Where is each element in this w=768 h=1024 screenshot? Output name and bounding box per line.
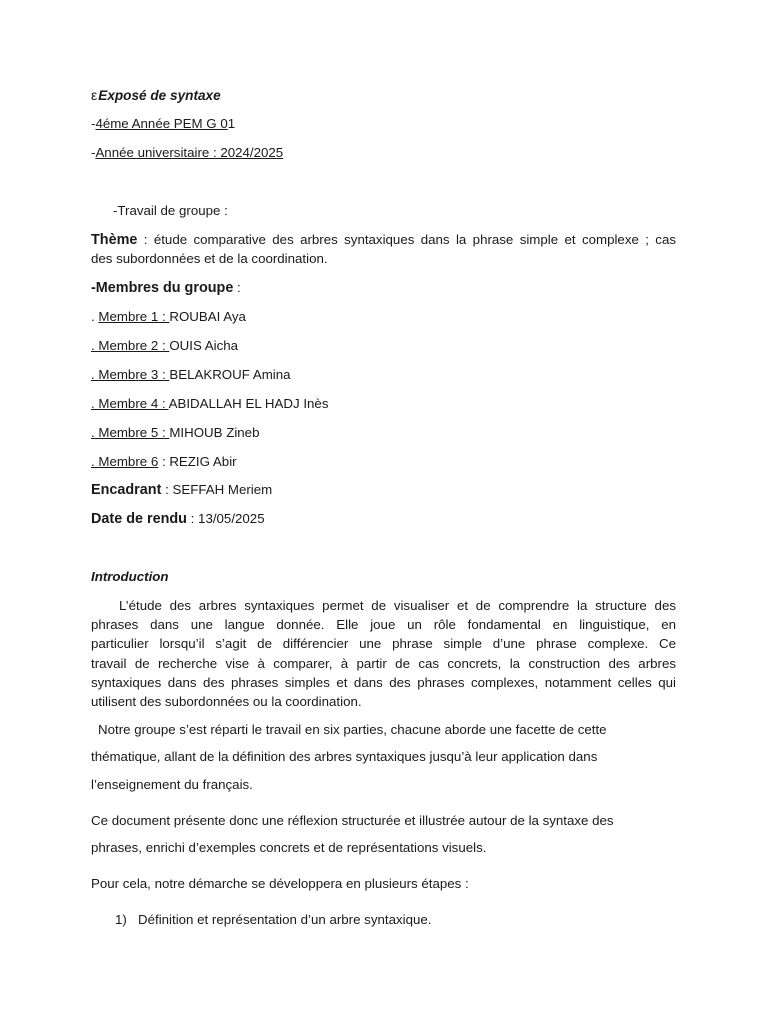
class-prefix: -	[91, 116, 96, 131]
member-6	[91, 453, 237, 471]
member-prefix: .	[91, 309, 99, 324]
members-heading-label: -Membres du groupe	[91, 280, 234, 296]
intro-para3-line1: Ce document présente donc une réflexion structurée et illustrée autour de la syntaxe des	[91, 813, 614, 828]
member-label: . Membre 2 :	[91, 338, 170, 353]
title-text: Exposé de syntaxe	[98, 88, 221, 103]
intro-para4: Pour cela, notre démarche se développera en plusieurs étapes :	[91, 876, 469, 891]
members-heading	[91, 279, 241, 297]
introduction-heading: Introduction	[91, 569, 169, 584]
member-2	[91, 337, 238, 355]
theme-line-1	[91, 231, 676, 249]
member-3	[91, 366, 291, 384]
due-date-line	[91, 510, 265, 528]
class-line	[91, 115, 235, 133]
member-4	[91, 395, 328, 413]
theme-text: : étude comparative des arbres syntaxiques dans la phrase simple et complexe ; cas	[137, 232, 676, 247]
member-name: BELAKROUF Amina	[169, 367, 291, 382]
class-value: 4éme Année PEM G 0	[95, 116, 228, 131]
supervisor-line	[91, 481, 272, 499]
member-label: Membre 1 :	[98, 309, 170, 324]
member-name: ABIDALLAH EL HADJ Inès	[168, 396, 329, 411]
intro-para2-line3: l’enseignement du français.	[91, 777, 253, 792]
member-1	[91, 308, 246, 326]
intro-para1-line2: phrases dans une langue donnée. Elle joue un rôle fondamental en linguistique, en	[91, 617, 676, 632]
intro-para2-line2: thématique, allant de la définition des arbres syntaxiques jusqu’à leur application dans	[91, 749, 598, 764]
supervisor-label: Encadrant	[91, 482, 162, 498]
member-label: . Membre 6	[91, 454, 159, 469]
member-5	[91, 424, 259, 442]
intro-para1-line3: particulier lorsqu’il s’agit de différencier une phrase simple d’une phrase complexe. Ce	[91, 636, 676, 651]
academic-prefix: -	[91, 145, 96, 160]
title-glyph: ε	[91, 87, 98, 103]
member-label: . Membre 4 :	[91, 396, 169, 411]
academic-year-value: Année universitaire : 2024/2025	[95, 145, 284, 160]
document-page	[91, 0, 676, 1024]
member-label: . Membre 3 :	[91, 367, 170, 382]
intro-para1-line4: travail de recherche vise à comparer, à partir de cas concrets, la construction des arbres	[91, 656, 676, 671]
theme-label: Thème	[91, 232, 138, 248]
step-1-number: 1)	[115, 912, 127, 927]
supervisor-value: : SEFFAH Meriem	[161, 482, 273, 497]
class-suffix: 1	[227, 116, 236, 131]
due-date-label: Date de rendu	[91, 511, 187, 527]
group-work-line: -Travail de groupe :	[113, 203, 228, 218]
theme-line-2: des subordonnées et de la coordination.	[91, 251, 328, 266]
document-title	[91, 86, 221, 105]
due-date-value: : 13/05/2025	[186, 511, 265, 526]
intro-para1-line5: syntaxiques dans des phrases simples et dans des phrases complexes, notamment celles qui	[91, 675, 676, 690]
member-name: ROUBAI Aya	[169, 309, 246, 324]
intro-para1-line1: L’étude des arbres syntaxiques permet de visualiser et de comprendre la structure des	[119, 598, 676, 613]
member-name: : REZIG Abir	[158, 454, 237, 469]
member-name: OUIS Aicha	[169, 338, 239, 353]
member-label: . Membre 5 :	[91, 425, 170, 440]
academic-year-line	[91, 144, 283, 162]
step-1-text: Définition et représentation d’un arbre syntaxique.	[138, 912, 432, 927]
intro-para2-line1: Notre groupe s’est réparti le travail en six parties, chacune aborde une facette de cette	[98, 722, 607, 737]
intro-para1-line6: utilisent des subordonnées ou la coordination.	[91, 694, 362, 709]
members-heading-suffix: :	[233, 280, 241, 295]
member-name: MIHOUB Zineb	[169, 425, 260, 440]
intro-para3-line2: phrases, enrichi d’exemples concrets et de représentations visuels.	[91, 840, 487, 855]
